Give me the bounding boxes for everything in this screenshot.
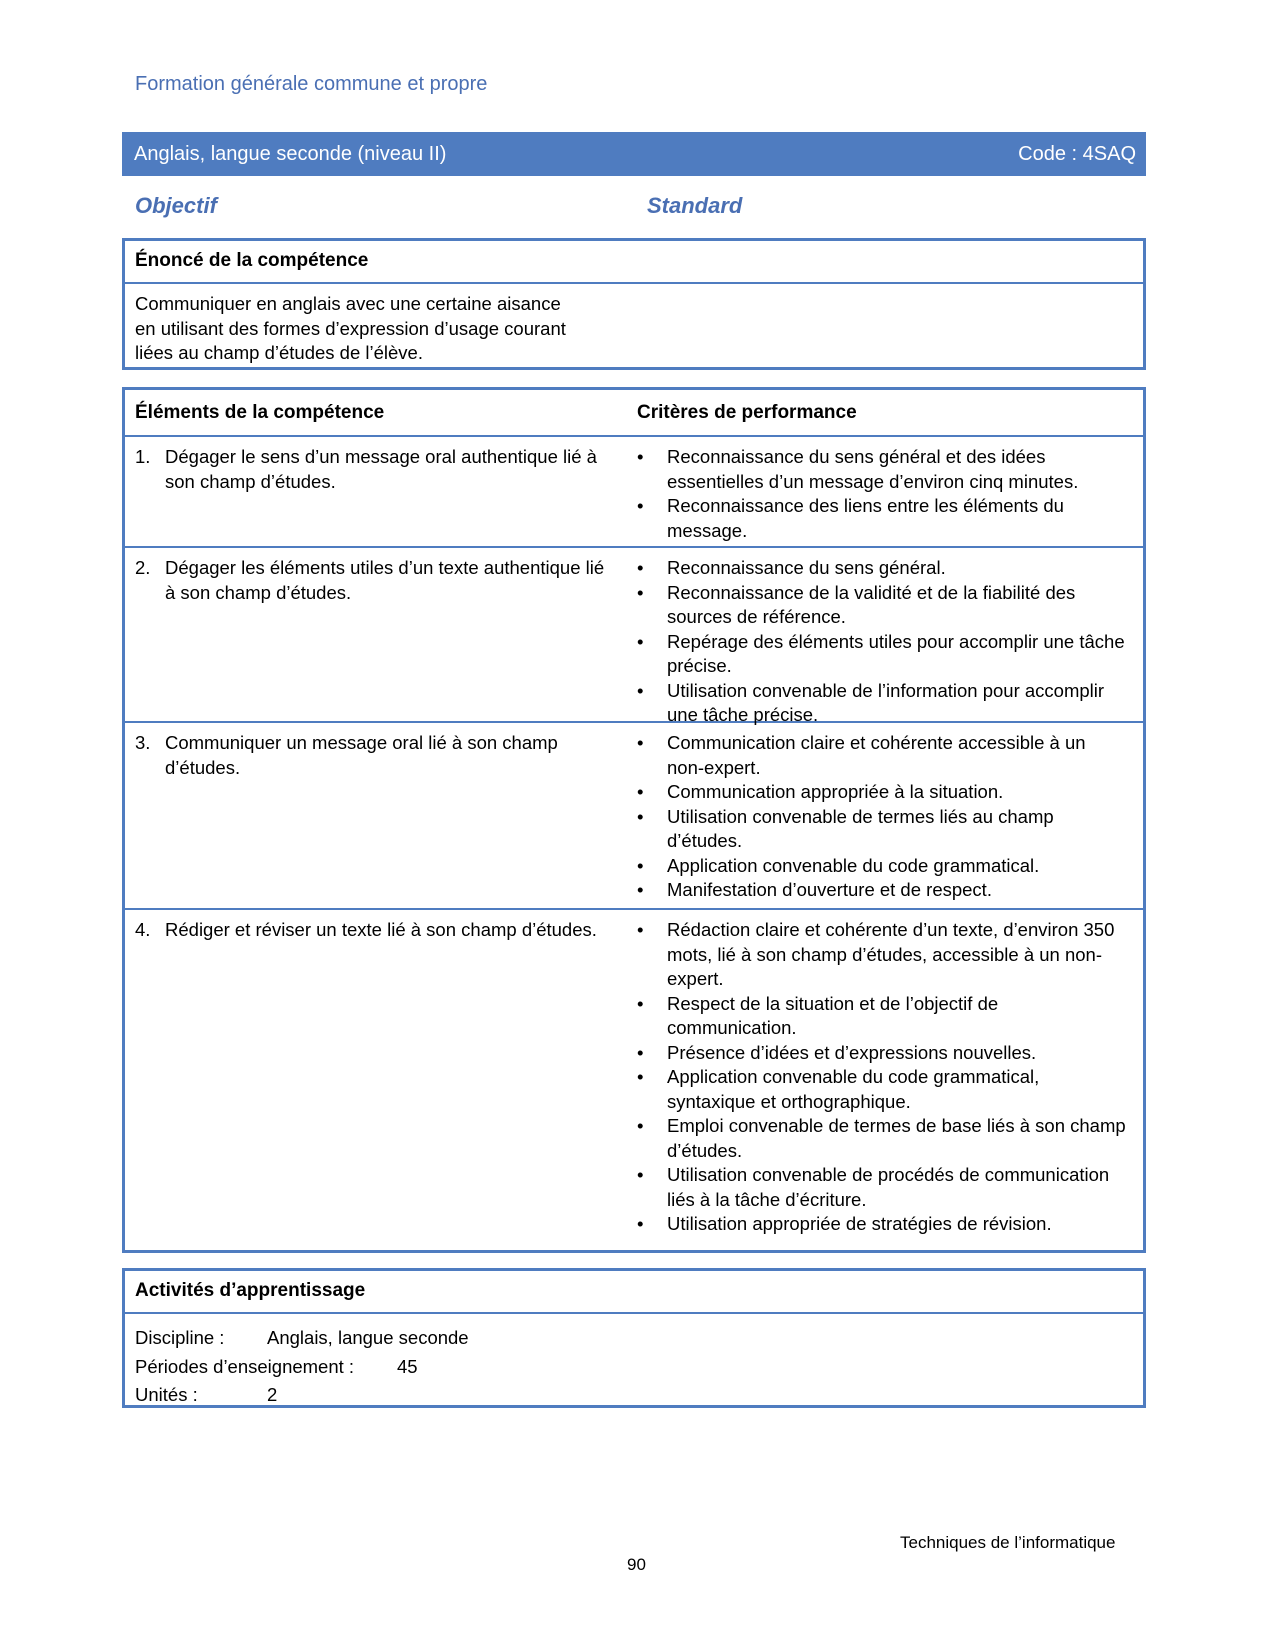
criterion-text: Présence d’idées et d’expressions nouvelles. — [667, 1041, 1037, 1063]
elements-table-header — [125, 390, 1143, 437]
criterion-text: Respect de la situation et de l’objectif de communication. — [667, 992, 999, 1038]
bullet-icon: • — [637, 1041, 644, 1063]
course-header-bar — [122, 132, 1146, 176]
element-text: Dégager les éléments utiles d’un texte authentique lié à son champ d’études. — [165, 557, 605, 603]
periodes-value: 45 — [397, 1355, 418, 1377]
criterion-text: Reconnaissance des liens entre les éléments du message. — [667, 495, 1064, 541]
discipline-label: Discipline : — [135, 1327, 225, 1348]
element-text: Communiquer un message oral lié à son champ d’études. — [165, 732, 558, 778]
bullet-icon: • — [637, 1213, 644, 1234]
criterion-text: Utilisation convenable de termes liés au champ d’études. — [667, 805, 1054, 851]
bullet-icon: • — [637, 854, 644, 876]
page-number: 90 — [627, 1555, 646, 1574]
criteria-cell — [637, 548, 1133, 725]
objectif-label: Objectif — [135, 193, 217, 218]
criterion-item — [637, 1212, 1133, 1237]
criterion-text: Utilisation convenable de procédés de communication liés à la tâche d’écriture. — [667, 1164, 1110, 1210]
criterion-text: Manifestation d’ouverture et de respect. — [667, 879, 992, 900]
element-cell — [125, 548, 637, 721]
bullet-icon: • — [637, 919, 644, 940]
criteria-cell — [637, 437, 1133, 546]
criterion-text: Emploi convenable de termes de base liés à son champ d’études. — [667, 1115, 1126, 1161]
criterion-text: Application convenable du code grammatical. — [667, 854, 1040, 876]
document-section-title: Formation générale commune et propre — [135, 73, 488, 95]
standard-label: Standard — [647, 193, 743, 218]
criterion-text: Reconnaissance du sens général et des idées essentielles d’un message d’environ cinq minutes. — [667, 446, 1079, 492]
criterion-text: Reconnaissance de la validité et de la fiabilité des sources de référence. — [667, 581, 1076, 627]
criterion-text: Communication claire et cohérente accessible à un non-expert. — [667, 732, 1086, 778]
bullet-icon: • — [637, 557, 644, 578]
elements-column-title: Éléments de la compétence — [135, 401, 385, 423]
bullet-icon: • — [637, 495, 644, 516]
bullet-icon: • — [637, 630, 644, 652]
bullet-icon: • — [637, 1164, 644, 1185]
criterion-item — [637, 1065, 1133, 1114]
element-number: 4. — [135, 919, 151, 940]
criterion-text: Communication appropriée à la situation. — [667, 781, 1004, 802]
bullet-icon: • — [637, 732, 644, 753]
enonce-line: en utilisant des formes d’expression d’usage courant — [135, 317, 566, 339]
criterion-text: Utilisation convenable de l’information pour accomplir une tâche précise. — [667, 679, 1105, 725]
unites-label: Unités : — [135, 1384, 198, 1405]
unites-line — [135, 1381, 1133, 1410]
bullet-icon: • — [637, 781, 644, 802]
criterion-item — [637, 679, 1133, 728]
criterion-item — [637, 494, 1133, 543]
criteria-column-title: Critères de performance — [637, 401, 857, 423]
criterion-text: Application convenable du code grammatical, syntaxique et orthographique. — [667, 1066, 1040, 1112]
element-cell — [125, 723, 637, 908]
criterion-text: Utilisation appropriée de stratégies de révision. — [667, 1213, 1052, 1234]
activites-details — [125, 1314, 1143, 1420]
unites-value: 2 — [267, 1384, 278, 1405]
enonce-line: Communiquer en anglais avec une certaine aisance — [135, 293, 561, 314]
elements-table — [122, 387, 1146, 1253]
criterion-item — [637, 630, 1133, 679]
criterion-item — [637, 556, 1133, 581]
enonce-box — [122, 238, 1146, 370]
element-number: 2. — [135, 557, 151, 578]
enonce-title: Énoncé de la compétence — [125, 241, 1143, 284]
criteria-cell — [637, 723, 1133, 908]
bullet-icon: • — [637, 581, 644, 603]
activites-title: Activités d’apprentissage — [125, 1271, 1143, 1314]
element-text: Rédiger et réviser un texte lié à son champ d’études. — [165, 919, 597, 940]
criterion-item — [637, 445, 1133, 494]
criterion-item — [637, 1163, 1133, 1212]
criterion-item — [637, 731, 1133, 780]
bullet-icon: • — [637, 1115, 644, 1136]
activites-box — [122, 1268, 1146, 1408]
elements-rows — [125, 437, 1143, 1251]
element-text: Dégager le sens d’un message oral authentique lié à son champ d’études. — [165, 446, 597, 492]
periodes-label: Périodes d’enseignement : — [135, 1355, 355, 1377]
criterion-item — [637, 1114, 1133, 1163]
enonce-text — [125, 284, 615, 374]
element-row — [125, 437, 1143, 548]
criterion-item — [637, 581, 1133, 630]
element-cell — [125, 910, 637, 1251]
bullet-icon: • — [637, 805, 644, 827]
discipline-line — [135, 1324, 1133, 1353]
enonce-line: liées au champ d’études de l’élève. — [135, 342, 423, 363]
course-code: Code : 4SAQ — [1018, 142, 1136, 165]
bullet-icon: • — [637, 446, 644, 467]
criterion-item — [637, 780, 1133, 805]
criterion-item — [637, 992, 1133, 1041]
bullet-icon: • — [637, 1066, 644, 1087]
element-row — [125, 910, 1143, 1251]
element-number: 1. — [135, 446, 151, 467]
bullet-icon: • — [637, 679, 644, 701]
periodes-line — [135, 1353, 1133, 1382]
discipline-value: Anglais, langue seconde — [267, 1327, 469, 1348]
criterion-text: Repérage des éléments utiles pour accomplir une tâche précise. — [667, 630, 1125, 676]
footer-program: Techniques de l’informatique — [900, 1533, 1116, 1552]
bullet-icon: • — [637, 992, 644, 1014]
criterion-text: Rédaction claire et cohérente d’un texte, d’environ 350 mots, lié à son champ d’études, accessible à un non-expert. — [667, 919, 1115, 989]
element-row — [125, 723, 1143, 910]
criteria-cell — [637, 910, 1133, 1251]
criterion-item — [637, 878, 1133, 903]
element-number: 3. — [135, 732, 151, 753]
criterion-item — [637, 854, 1133, 879]
course-title: Anglais, langue seconde (niveau II) — [134, 142, 447, 165]
criterion-item — [637, 918, 1133, 992]
criterion-item — [637, 805, 1133, 854]
bullet-icon: • — [637, 879, 644, 900]
element-cell — [125, 437, 637, 546]
criterion-item — [637, 1041, 1133, 1066]
criterion-text: Reconnaissance du sens général. — [667, 557, 946, 578]
element-row — [125, 548, 1143, 723]
